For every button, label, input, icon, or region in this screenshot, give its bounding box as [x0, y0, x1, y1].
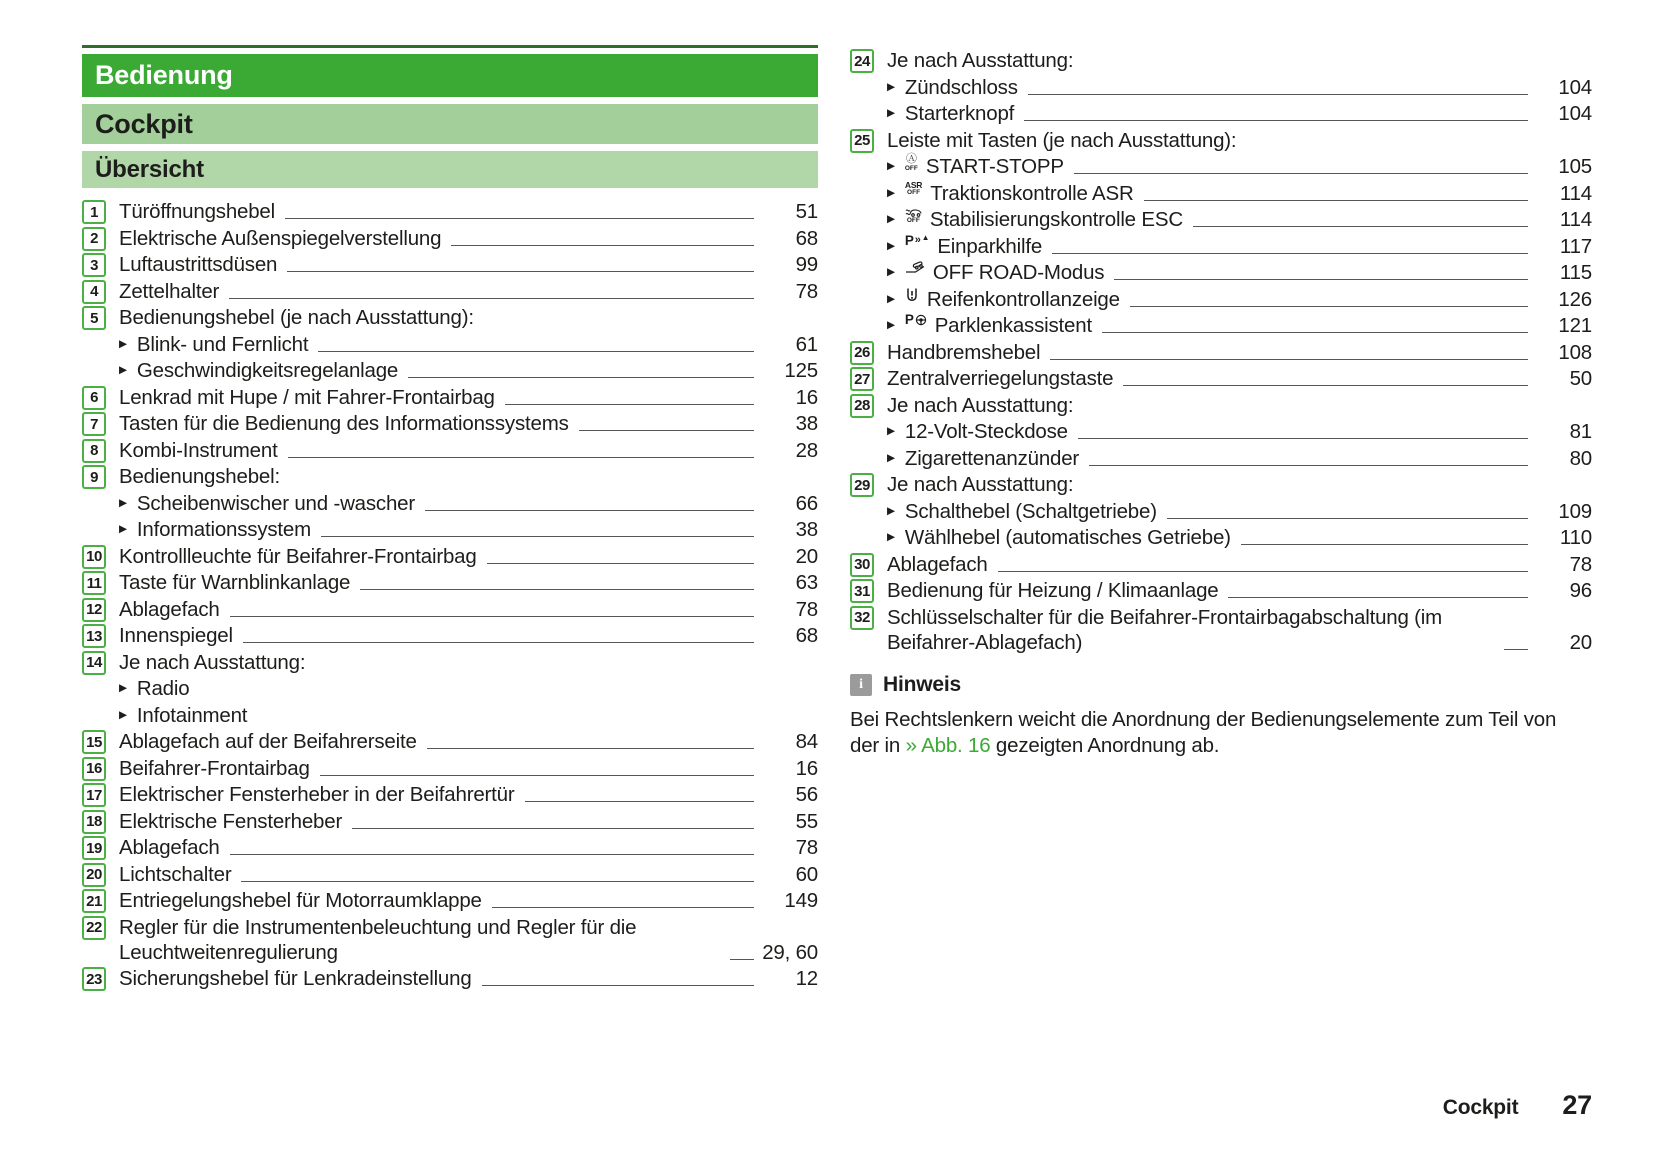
- page-number: 29, 60: [762, 940, 818, 964]
- note-figure-link[interactable]: » Abb. 16: [905, 733, 991, 757]
- item-number-badge: 6: [82, 386, 106, 410]
- bullet-arrow-icon: ▶: [887, 160, 895, 172]
- item-label: Luftaustrittsdüsen: [119, 253, 278, 276]
- item-label: Geschwindigkeitsregelanlage: [136, 359, 399, 382]
- toc-subitem: [850, 234, 1592, 259]
- bullet-arrow-icon: ▶: [119, 708, 127, 721]
- item-label: Je nach Ausstattung:: [887, 49, 1074, 72]
- toc-item: [82, 279, 818, 304]
- page-number: 78: [795, 279, 818, 303]
- toc-item: [850, 340, 1592, 365]
- toc-subitem: [82, 491, 818, 516]
- toc-item: [850, 472, 1592, 497]
- leader-line: [427, 748, 754, 749]
- toc-subitem: [82, 358, 818, 383]
- note-text-after: gezeigten Anordnung ab.: [990, 733, 1220, 757]
- leader-line: [451, 245, 754, 246]
- toc-item: [850, 393, 1592, 418]
- page-number: 66: [795, 491, 818, 515]
- toc-item: [82, 226, 818, 251]
- leader-line: [579, 430, 754, 431]
- item-number-badge: 30: [850, 553, 874, 577]
- item-label: Bedienungshebel (je nach Ausstattung):: [119, 306, 474, 329]
- item-label: Regler für die Instrumentenbeleuchtung und Regler für die Leuchtweitenregulierung: [119, 915, 637, 964]
- page-number: 68: [795, 624, 818, 647]
- leader-line: [730, 959, 754, 960]
- page-number: 50: [1569, 367, 1592, 390]
- page-number: 78: [1569, 552, 1592, 576]
- toc-item: [82, 966, 818, 991]
- toc-subitem: [850, 419, 1592, 444]
- page-number: 81: [1569, 420, 1592, 443]
- page-number: 114: [1559, 181, 1592, 205]
- item-label: Lenkrad mit Hupe / mit Fahrer-Frontairbag: [119, 385, 495, 409]
- page-number: 55: [795, 809, 818, 833]
- page-number: 16: [795, 756, 818, 780]
- leader-line: [487, 563, 754, 564]
- item-label: Elektrische Außenspiegelverstellung: [119, 226, 442, 250]
- toc-subitem: [82, 517, 818, 542]
- toc-item: [82, 411, 818, 436]
- item-label: Elektrische Fensterheber: [119, 809, 343, 833]
- toc-item: [82, 782, 818, 807]
- toc-item: [850, 48, 1592, 73]
- bullet-arrow-icon: ▶: [119, 337, 127, 350]
- leader-line: [998, 571, 1528, 572]
- page-number: 99: [795, 253, 818, 276]
- leader-line: [243, 642, 754, 643]
- item-label: Lichtschalter: [119, 862, 232, 886]
- section-title: Cockpit: [95, 108, 193, 139]
- item-label: Scheibenwischer und -wascher: [136, 491, 416, 515]
- leader-line: [229, 298, 754, 299]
- item-number-badge: 11: [82, 571, 106, 595]
- item-number-badge: 18: [82, 810, 106, 834]
- item-number-badge: 26: [850, 341, 874, 365]
- toc-item: [82, 862, 818, 887]
- item-number-badge: 12: [82, 598, 106, 622]
- bullet-arrow-icon: ▶: [887, 107, 895, 119]
- item-label: Einparkhilfe: [937, 234, 1043, 258]
- leader-line: [285, 218, 754, 219]
- item-number-badge: 13: [82, 624, 106, 648]
- bullet-arrow-icon: ▶: [887, 451, 895, 464]
- toc-item: [82, 464, 818, 489]
- note-text: [850, 707, 1570, 759]
- toc-subitem: [850, 101, 1592, 126]
- item-label: OFF ROAD-Modus: [932, 261, 1105, 284]
- item-label: Beifahrer-Frontairbag: [119, 756, 310, 780]
- bullet-arrow-icon: ▶: [887, 213, 895, 225]
- bullet-arrow-icon: ▶: [887, 531, 895, 543]
- leader-line: [1504, 649, 1528, 650]
- item-number-badge: 2: [82, 227, 106, 251]
- bullet-arrow-icon: ▶: [887, 292, 895, 305]
- item-label: 12-Volt-Steckdose: [904, 420, 1068, 443]
- footer-section-label: Cockpit: [1442, 1096, 1519, 1119]
- leader-line: [230, 616, 754, 617]
- page-number: 114: [1559, 208, 1592, 231]
- item-label: Zündschloss: [904, 75, 1018, 99]
- leader-line: [288, 457, 754, 458]
- leader-line: [1028, 94, 1528, 95]
- item-label: Radio: [136, 677, 190, 700]
- page-number: 80: [1569, 446, 1592, 470]
- leader-line: [1130, 306, 1528, 307]
- park-steering-icon: P: [905, 313, 927, 327]
- toc-subitem: [82, 676, 818, 701]
- tyre-warning-icon: [905, 287, 919, 303]
- item-label: Zigarettenanzünder: [904, 446, 1080, 470]
- item-label: Je nach Ausstattung:: [887, 473, 1074, 496]
- leader-line: [318, 351, 754, 352]
- toc-item: [850, 605, 1592, 655]
- leader-line: [1102, 332, 1528, 333]
- item-number-badge: 15: [82, 730, 106, 754]
- item-label: Leiste mit Tasten (je nach Ausstattung):: [887, 128, 1237, 152]
- item-label: Schalthebel (Schaltgetriebe): [904, 499, 1157, 523]
- park-assist-waves-icon: P » ▲: [904, 232, 930, 248]
- esc-off-icon: OFF: [905, 207, 922, 225]
- item-number-badge: 5: [82, 306, 106, 330]
- toc-right-list: [850, 48, 1592, 655]
- page-number: 60: [795, 862, 818, 886]
- toc-item: [82, 199, 818, 224]
- item-label: Informationssystem: [136, 518, 311, 541]
- subsection-title: Übersicht: [95, 155, 204, 183]
- leader-line: [1089, 465, 1528, 466]
- page-number: 56: [795, 783, 818, 806]
- leader-line: [1123, 385, 1528, 386]
- item-number-badge: 23: [82, 967, 106, 991]
- page-number: 16: [795, 385, 818, 409]
- toc-subitem: [850, 287, 1592, 312]
- page-number: 149: [784, 889, 818, 912]
- toc-subitem: [850, 525, 1592, 550]
- item-label: Reifenkontrollanzeige: [926, 287, 1120, 311]
- off-road-icon: [905, 260, 925, 273]
- item-label: Zentralverriegelungstaste: [887, 367, 1114, 390]
- item-number-badge: 16: [82, 757, 106, 781]
- leader-line: [1167, 518, 1528, 519]
- page-number: 28: [795, 438, 818, 462]
- page-number: 38: [795, 412, 818, 435]
- leader-line: [230, 854, 754, 855]
- note-text-before: Bei Rechtslenkern weicht die Anordnung der Bedienungselemente zum Teil von der in: [850, 707, 1557, 757]
- page-number: 126: [1558, 287, 1592, 311]
- item-number-badge: 27: [850, 367, 874, 391]
- item-number-badge: 1: [82, 200, 106, 224]
- item-label: Kontrollleuchte für Beifahrer-Frontairbag: [119, 544, 477, 568]
- subsection-header-bar: [82, 151, 818, 188]
- bullet-arrow-icon: ▶: [119, 496, 127, 509]
- page-number: 38: [795, 518, 818, 541]
- page-number: 78: [795, 836, 818, 859]
- info-icon: i: [850, 674, 872, 696]
- item-number-badge: 28: [850, 394, 874, 418]
- toc-item: [82, 252, 818, 277]
- item-label: Tasten für die Bedienung des Informationssystems: [119, 412, 569, 435]
- leader-line: [1228, 597, 1528, 598]
- bullet-arrow-icon: ▶: [887, 425, 895, 437]
- item-number-badge: 14: [82, 651, 106, 675]
- item-label: Innenspiegel: [119, 624, 233, 647]
- toc-item: [82, 438, 818, 463]
- page-number: 20: [1569, 630, 1592, 654]
- bullet-arrow-icon: ▶: [887, 186, 895, 199]
- leader-line: [1052, 253, 1528, 254]
- item-label: Ablagefach: [119, 597, 220, 621]
- item-number-badge: 25: [850, 129, 874, 153]
- section-header-bar: [82, 104, 818, 144]
- leader-line: [1074, 173, 1528, 174]
- page-number: 125: [784, 359, 818, 382]
- item-label: Ablagefach auf der Beifahrerseite: [119, 730, 417, 753]
- item-number-badge: 8: [82, 439, 106, 463]
- item-label: Zettelhalter: [119, 279, 220, 303]
- toc-item: [82, 835, 818, 860]
- item-label: Handbremshebel: [887, 340, 1041, 364]
- item-number-badge: 17: [82, 783, 106, 807]
- page-number: 96: [1569, 579, 1592, 602]
- toc-item: [850, 578, 1592, 603]
- leader-line: [492, 907, 754, 908]
- page-number: 68: [795, 226, 818, 250]
- item-number-badge: 4: [82, 280, 106, 304]
- page-number: 84: [795, 730, 818, 753]
- item-label: Schlüsselschalter für die Beifahrer-Frontairbagabschaltung (im Beifahrer-Ablagefach): [887, 605, 1443, 654]
- asr-off-icon: ASR OFF: [904, 179, 923, 196]
- bullet-arrow-icon: ▶: [887, 266, 895, 278]
- page-number: 104: [1558, 75, 1592, 99]
- leader-line: [525, 801, 755, 802]
- page-number: 115: [1559, 261, 1592, 284]
- note-title: Hinweis: [883, 672, 961, 696]
- toc-item: [82, 305, 818, 330]
- item-number-badge: 10: [82, 545, 106, 569]
- toc-item: [82, 756, 818, 781]
- item-number-badge: 21: [82, 889, 106, 913]
- toc-subitem: [850, 207, 1592, 232]
- toc-item: [82, 544, 818, 569]
- toc-item: [82, 570, 818, 595]
- page-footer: [1443, 1090, 1592, 1121]
- leader-line: [241, 881, 754, 882]
- item-number-badge: 22: [82, 916, 106, 940]
- note-block: [850, 673, 1592, 759]
- toc-item: [82, 650, 818, 675]
- item-label: Kombi-Instrument: [119, 438, 278, 462]
- item-label: Starterknopf: [904, 102, 1015, 125]
- leader-line: [321, 536, 754, 537]
- item-label: Parklenkassistent: [934, 314, 1092, 337]
- leader-line: [360, 589, 754, 590]
- leader-line: [1241, 544, 1528, 545]
- toc-item: [82, 915, 818, 965]
- leader-line: [425, 510, 754, 511]
- item-label: Je nach Ausstattung:: [887, 393, 1074, 417]
- toc-left-column: [82, 199, 818, 993]
- item-label: Bedienungshebel:: [119, 465, 280, 488]
- item-number-badge: 3: [82, 253, 106, 277]
- bullet-arrow-icon: ▶: [887, 80, 895, 93]
- toc-item: [850, 366, 1592, 391]
- page-number: 105: [1558, 155, 1592, 178]
- toc-subitem: [850, 75, 1592, 100]
- toc-subitem: [850, 499, 1592, 524]
- item-label: START-STOPP: [925, 155, 1064, 178]
- item-label: Bedienung für Heizung / Klimaanlage: [887, 579, 1219, 602]
- start-stopp-off-icon: Ⓐ OFF: [904, 153, 918, 172]
- leader-line: [1024, 120, 1528, 121]
- page-number: 78: [795, 597, 818, 621]
- toc-right-column: [850, 48, 1592, 759]
- bullet-arrow-icon: ▶: [119, 682, 127, 694]
- item-number-badge: 24: [850, 49, 874, 73]
- toc-subitem: [850, 446, 1592, 471]
- item-label: Blink- und Fernlicht: [136, 332, 309, 356]
- page-number: 61: [795, 332, 818, 356]
- item-label: Wählhebel (automatisches Getriebe): [904, 526, 1231, 549]
- toc-item: [82, 729, 818, 754]
- page-number: 12: [795, 967, 818, 990]
- item-number-badge: 29: [850, 473, 874, 497]
- item-label: Stabilisierungskontrolle ESC: [929, 208, 1183, 231]
- chapter-header-bar: [82, 54, 818, 97]
- leader-line: [352, 828, 754, 829]
- toc-subitem: [850, 313, 1592, 338]
- chapter-top-rule: [82, 45, 818, 48]
- item-number-badge: 7: [82, 412, 106, 436]
- leader-line: [1144, 200, 1528, 201]
- item-label: Türöffnungshebel: [119, 200, 275, 223]
- item-number-badge: 31: [850, 579, 874, 603]
- page-number: 109: [1558, 499, 1592, 523]
- page-number: 51: [795, 200, 818, 223]
- chapter-title: Bedienung: [95, 60, 233, 90]
- item-label: Ablagefach: [119, 836, 220, 859]
- item-number-badge: 20: [82, 863, 106, 887]
- page-number: 117: [1559, 234, 1592, 258]
- toc-subitem: [850, 154, 1592, 179]
- bullet-arrow-icon: ▶: [887, 504, 895, 517]
- page-number: 104: [1558, 102, 1592, 125]
- toc-item: [82, 597, 818, 622]
- item-label: Taste für Warnblinkanlage: [119, 571, 351, 594]
- page-number: 108: [1558, 340, 1592, 364]
- toc-item: [850, 552, 1592, 577]
- toc-subitem: [850, 260, 1592, 285]
- footer-page-number: 27: [1562, 1090, 1592, 1120]
- item-label: Ablagefach: [887, 552, 988, 576]
- item-label: Sicherungshebel für Lenkradeinstellung: [119, 967, 472, 990]
- page-number: 63: [795, 571, 818, 594]
- page-number: 110: [1559, 526, 1592, 549]
- item-label: Je nach Ausstattung:: [119, 650, 306, 674]
- toc-subitem: [82, 332, 818, 357]
- leader-line: [1193, 226, 1528, 227]
- leader-line: [505, 404, 754, 405]
- toc-item: [82, 385, 818, 410]
- page-number: 20: [795, 544, 818, 568]
- toc-subitem: [850, 181, 1592, 206]
- leader-line: [482, 985, 754, 986]
- item-label: Traktionskontrolle ASR: [930, 181, 1134, 205]
- leader-line: [287, 271, 754, 272]
- toc-item: [850, 128, 1592, 153]
- toc-item: [82, 809, 818, 834]
- item-label: Infotainment: [136, 703, 248, 727]
- leader-line: [320, 775, 754, 776]
- page-number: 121: [1558, 314, 1592, 337]
- leader-line: [1114, 279, 1528, 280]
- bullet-arrow-icon: ▶: [887, 239, 895, 252]
- toc-item: [82, 623, 818, 648]
- leader-line: [408, 377, 754, 378]
- item-label: Elektrischer Fensterheber in der Beifahrertür: [119, 783, 515, 806]
- bullet-arrow-icon: ▶: [119, 364, 127, 376]
- toc-subitem: [82, 703, 818, 728]
- bullet-arrow-icon: ▶: [119, 523, 127, 535]
- bullet-arrow-icon: ▶: [887, 319, 895, 331]
- note-header: [850, 673, 1592, 697]
- item-number-badge: 9: [82, 465, 106, 489]
- leader-line: [1078, 438, 1528, 439]
- item-label: Entriegelungshebel für Motorraumklappe: [119, 889, 482, 912]
- item-number-badge: 19: [82, 836, 106, 860]
- toc-item: [82, 888, 818, 913]
- item-number-badge: 32: [850, 606, 874, 630]
- leader-line: [1050, 359, 1528, 360]
